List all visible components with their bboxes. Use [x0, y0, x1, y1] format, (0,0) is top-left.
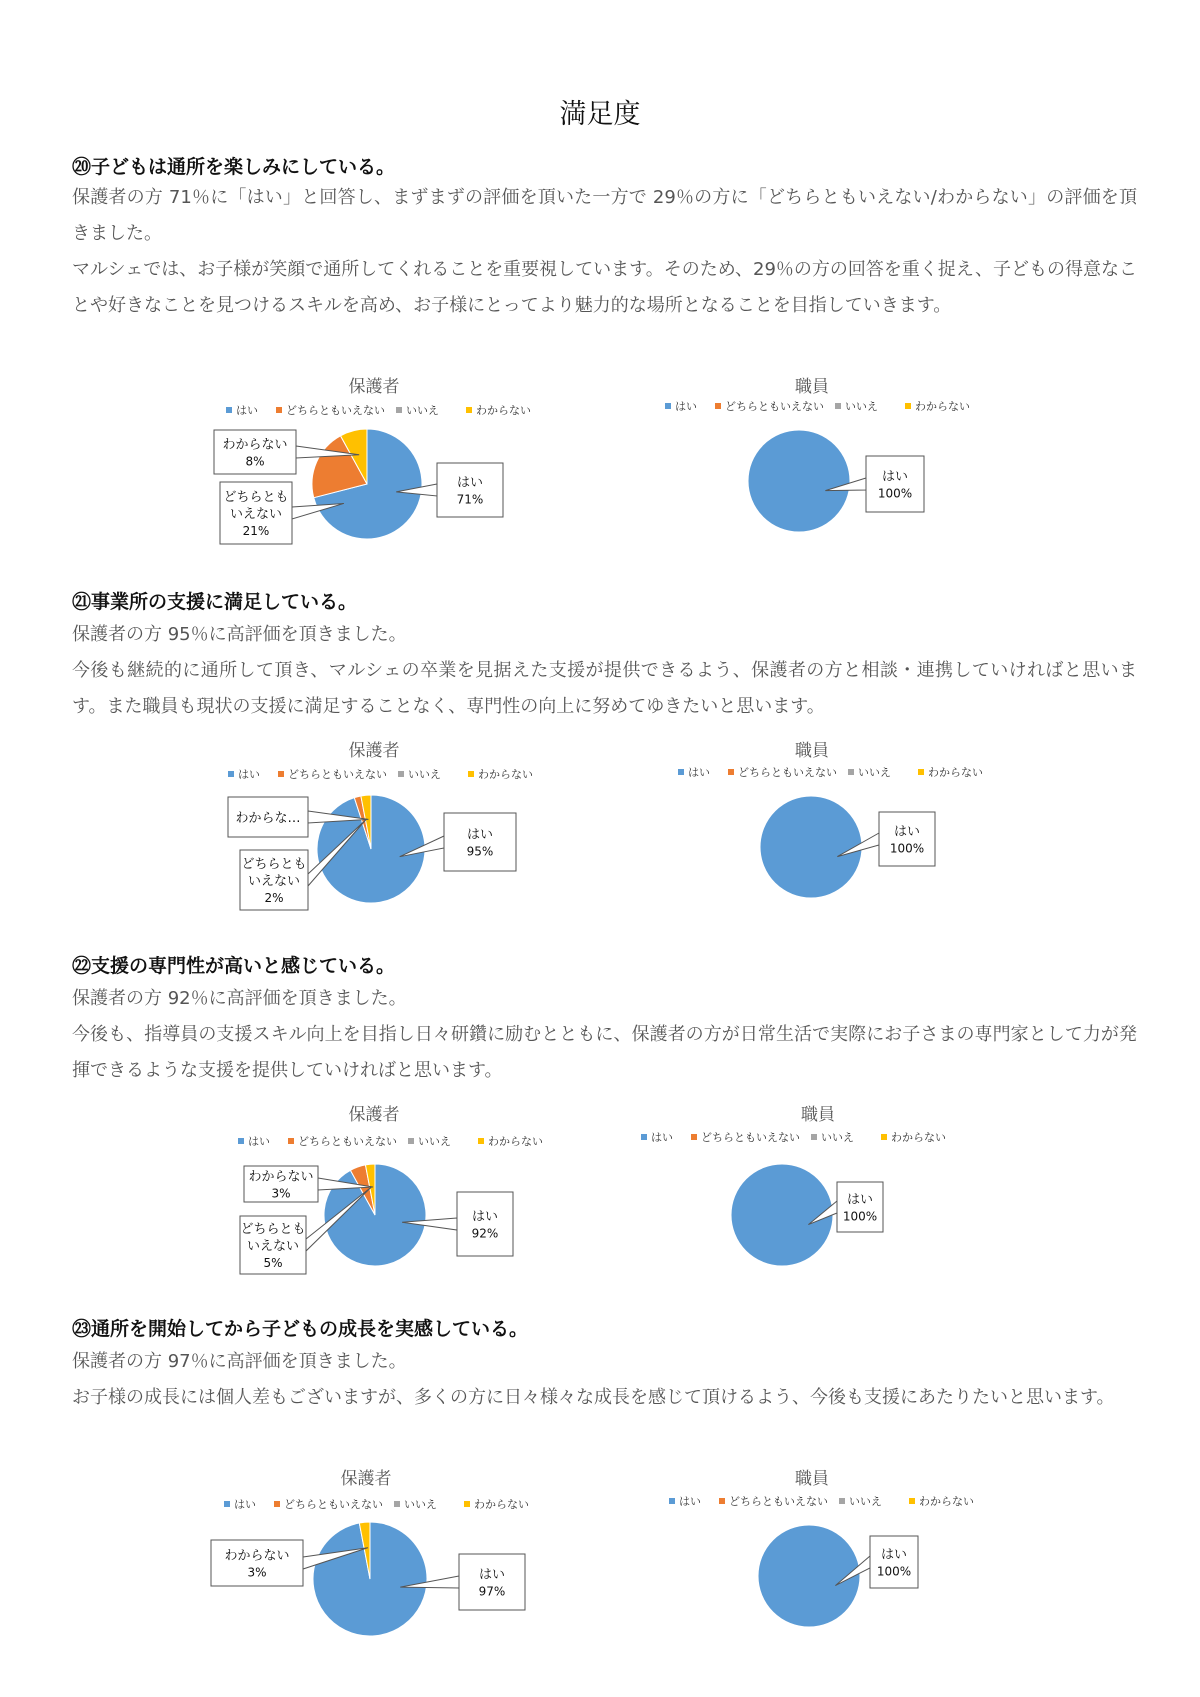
data-label: わからない: [224, 1548, 290, 1564]
data-label: いえない: [247, 874, 301, 889]
pie-chart: [665, 400, 970, 532]
data-label: 3%: [247, 1565, 267, 1580]
data-label: 5%: [263, 1256, 283, 1270]
chart-title-staff: 職員: [795, 1469, 829, 1489]
legend-label: どちらともいえない: [729, 1495, 828, 1508]
legend-label: いいえ: [406, 404, 439, 417]
data-label: どちらとも: [223, 490, 289, 505]
legend-label: わからない: [476, 404, 531, 417]
data-label: 97%: [478, 1584, 506, 1599]
legend-swatch: [464, 1501, 470, 1507]
legend-swatch: [394, 1501, 400, 1507]
chart-title-guardian: 保護者: [348, 377, 400, 397]
data-label: 71%: [456, 492, 484, 507]
legend-swatch: [408, 1138, 414, 1144]
legend-swatch: [288, 1138, 294, 1144]
pie-chart: [211, 1498, 529, 1636]
legend-label: いいえ: [408, 768, 441, 781]
legend-label: はい: [675, 400, 697, 413]
legend-label: いいえ: [858, 766, 891, 779]
chart-title-guardian: 保護者: [348, 1105, 400, 1125]
legend-swatch: [665, 403, 671, 409]
pie-chart: [678, 766, 983, 898]
legend-label: いいえ: [418, 1135, 451, 1148]
paragraph: 今後も、指導員の支援スキル向上を目指し日々研鑽に励むとともに、保護者の方が日常生活で実際にお子さまの専門家として力が発揮できるような支援を提供していければと思います。: [72, 1024, 1137, 1081]
question-heading: ㉑事業所の支援に満足している。: [72, 591, 358, 613]
legend-label: いいえ: [404, 1498, 437, 1511]
legend-swatch: [719, 1498, 725, 1504]
legend-swatch: [274, 1501, 280, 1507]
data-label: わからない: [248, 1169, 314, 1185]
question-heading: ㉒支援の専門性が高いと感じている。: [72, 955, 396, 977]
data-label: 3%: [271, 1186, 291, 1201]
data-label: はい: [880, 1547, 908, 1563]
legend-swatch: [468, 771, 474, 777]
legend-swatch: [835, 403, 841, 409]
legend-swatch: [905, 403, 911, 409]
legend-swatch: [728, 769, 734, 775]
page-title: 満足度: [559, 99, 641, 130]
legend-swatch: [881, 1134, 887, 1140]
legend-swatch: [811, 1134, 817, 1140]
data-label: はい: [471, 1209, 499, 1225]
legend-swatch: [238, 1138, 244, 1144]
data-label: はい: [478, 1567, 506, 1583]
legend-swatch: [226, 407, 232, 413]
paragraph: 保護者の方 95％に高評価を頂きました。: [72, 624, 407, 645]
legend-swatch: [909, 1498, 915, 1504]
data-label: 100%: [876, 1564, 912, 1579]
data-label: わからな…: [235, 811, 301, 826]
paragraph: 保護者の方 92％に高評価を頂きました。: [72, 988, 407, 1009]
legend-swatch: [678, 769, 684, 775]
chart-title-guardian: 保護者: [340, 1469, 392, 1489]
legend-label: わからない: [478, 768, 533, 781]
legend-label: はい: [688, 766, 710, 779]
paragraph: お子様の成長には個人差もございますが、多くの方に日々様々な成長を感じて頂けるよう、今後も支援にあたりたいと思います。: [72, 1387, 1115, 1408]
data-label: 100%: [889, 841, 925, 856]
slice-hai: [760, 796, 862, 898]
legend-label: はい: [234, 1498, 256, 1511]
legend-swatch: [669, 1498, 675, 1504]
legend-swatch: [918, 769, 924, 775]
legend-label: わからない: [928, 766, 983, 779]
legend-swatch: [715, 403, 721, 409]
legend-swatch: [848, 769, 854, 775]
data-label: わからない: [222, 437, 288, 453]
chart-title-staff: 職員: [795, 377, 829, 397]
pie-chart: [238, 1135, 543, 1274]
paragraph: 保護者の方 97％に高評価を頂きました。: [72, 1351, 407, 1372]
legend-label: わからない: [919, 1495, 974, 1508]
slice-hai: [748, 430, 850, 532]
legend-label: どちらともいえない: [284, 1498, 383, 1511]
legend-label: はい: [236, 404, 258, 417]
chart-title-guardian: 保護者: [348, 741, 400, 761]
data-label: はい: [881, 469, 909, 485]
data-label: いえない: [229, 507, 283, 522]
data-label: 100%: [877, 486, 913, 501]
data-label: はい: [456, 475, 484, 491]
legend-label: はい: [248, 1135, 270, 1148]
question-heading: ⑳子どもは通所を楽しみにしている。: [72, 156, 396, 178]
data-label: はい: [893, 824, 921, 840]
legend-swatch: [398, 771, 404, 777]
legend-label: はい: [651, 1131, 673, 1144]
legend-swatch: [691, 1134, 697, 1140]
legend-swatch: [224, 1501, 230, 1507]
pie-chart: [641, 1131, 946, 1266]
paragraph: 保護者の方 71％に「はい」と回答し、まずまずの評価を頂いた一方で 29％の方に「どちらともいえない/わからない」の評価を頂きました。: [72, 187, 1137, 244]
legend-label: わからない: [891, 1131, 946, 1144]
pie-chart: [669, 1495, 974, 1627]
data-label: 92%: [471, 1226, 499, 1241]
legend-swatch: [276, 407, 282, 413]
legend-swatch: [466, 407, 472, 413]
legend-swatch: [228, 771, 234, 777]
legend-swatch: [641, 1134, 647, 1140]
legend-label: いいえ: [845, 400, 878, 413]
legend-label: どちらともいえない: [298, 1135, 397, 1148]
legend-label: どちらともいえない: [286, 404, 385, 417]
data-label: 21%: [242, 524, 270, 538]
data-label: 95%: [466, 844, 494, 859]
legend-label: どちらともいえない: [738, 766, 837, 779]
legend-label: いいえ: [821, 1131, 854, 1144]
legend-label: わからない: [474, 1498, 529, 1511]
legend-swatch: [396, 407, 402, 413]
legend-label: わからない: [488, 1135, 543, 1148]
legend-swatch: [278, 771, 284, 777]
legend-swatch: [478, 1138, 484, 1144]
paragraph: マルシェでは、お子様が笑顔で通所してくれることを重要視しています。そのため、29％の方の回答を重く捉え、子どもの得意なことや好きなことを見つけるスキルを高め、お子様にとってより魅力的な場所となることを目指していきます。: [72, 259, 1138, 316]
chart-title-staff: 職員: [795, 741, 829, 761]
legend-label: どちらともいえない: [725, 400, 824, 413]
data-label: 8%: [245, 454, 265, 469]
data-label: どちらとも: [241, 857, 307, 872]
legend-label: いいえ: [849, 1495, 882, 1508]
data-label: どちらとも: [240, 1222, 306, 1237]
legend-label: どちらともいえない: [288, 768, 387, 781]
chart-title-staff: 職員: [801, 1105, 835, 1125]
legend-label: どちらともいえない: [701, 1131, 800, 1144]
data-label: 2%: [264, 891, 284, 905]
data-label: いえない: [246, 1239, 300, 1254]
paragraph: 今後も継続的に通所して頂き、マルシェの卒業を見据えた支援が提供できるよう、保護者の方と相談・連携していければと思います。また職員も現状の支援に満足することなく、専門性の向上に努めてゆきたいと思います。: [72, 660, 1137, 717]
slice-hai: [758, 1525, 860, 1627]
slice-hai: [731, 1164, 833, 1266]
legend-swatch: [839, 1498, 845, 1504]
data-label: はい: [466, 827, 494, 843]
data-label: はい: [846, 1192, 874, 1208]
legend-label: わからない: [915, 400, 970, 413]
legend-label: はい: [679, 1495, 701, 1508]
data-label: 100%: [842, 1209, 878, 1224]
pie-chart: [228, 768, 533, 910]
pie-chart: [214, 404, 531, 544]
legend-label: はい: [238, 768, 260, 781]
question-heading: ㉓通所を開始してから子どもの成長を実感している。: [72, 1318, 529, 1340]
